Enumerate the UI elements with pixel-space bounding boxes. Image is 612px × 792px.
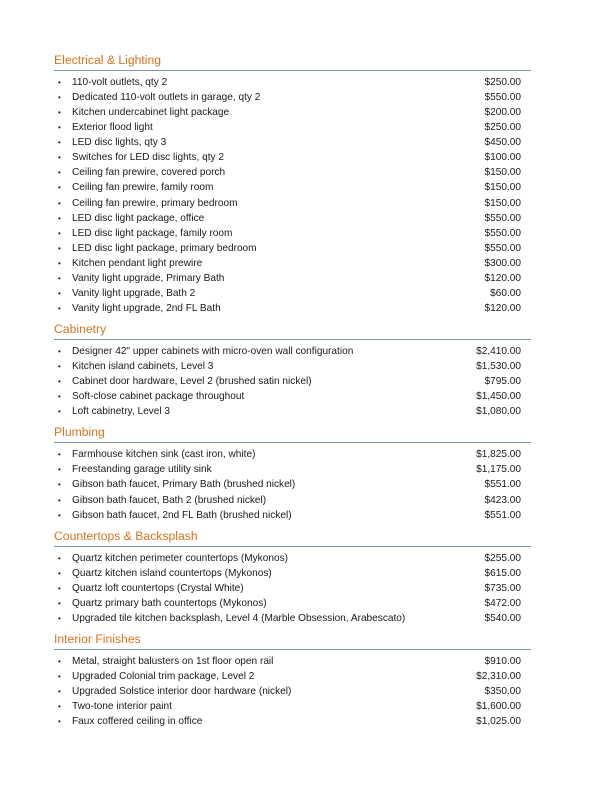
item-description: Gibson bath faucet, Bath 2 (brushed nickel) <box>72 494 267 506</box>
item-description: Vanity light upgrade, 2nd FL Bath <box>72 302 221 314</box>
item-price: $255.00 <box>484 552 521 564</box>
item-description: Metal, straight balusters on 1st floor open rail <box>72 655 274 667</box>
item-description: Gibson bath faucet, 2nd FL Bath (brushed nickel) <box>72 509 292 521</box>
item-description: Vanity light upgrade, Bath 2 <box>72 287 196 299</box>
section-title: Countertops & Backsplash <box>54 529 531 547</box>
item-price: $450.00 <box>484 137 521 149</box>
item-description: Kitchen island cabinets, Level 3 <box>72 361 214 373</box>
list-item <box>54 359 531 374</box>
item-price: $200.00 <box>484 107 521 119</box>
list-item <box>54 669 531 684</box>
list-item <box>54 301 531 316</box>
list-item <box>54 286 531 301</box>
list-item <box>54 211 531 226</box>
bullet-icon: • <box>58 153 61 163</box>
item-price: $2,410.00 <box>476 346 521 357</box>
item-price: $2,310.00 <box>476 671 521 682</box>
item-price: $615.00 <box>484 567 521 579</box>
list-item <box>54 374 531 389</box>
item-description: 110-volt outlets, qty 2 <box>72 77 168 88</box>
item-price: $551.00 <box>484 509 521 521</box>
bullet-icon: • <box>58 258 61 268</box>
section-title: Cabinetry <box>54 322 531 340</box>
item-description: LED disc light package, primary bedroom <box>72 242 257 254</box>
item-price: $550.00 <box>484 212 521 224</box>
bullet-icon: • <box>58 510 61 520</box>
bullet-icon: • <box>58 480 61 490</box>
item-price: $1,825.00 <box>476 449 521 461</box>
item-description: Farmhouse kitchen sink (cast iron, white) <box>72 449 256 461</box>
list-item <box>54 404 531 419</box>
item-description: Ceiling fan prewire, covered porch <box>72 167 226 179</box>
bullet-icon: • <box>58 613 61 623</box>
item-price: $1,175.00 <box>476 464 521 476</box>
item-price: $120.00 <box>484 302 521 314</box>
item-description: Quartz primary bath countertops (Mykonos) <box>72 597 267 609</box>
bullet-icon: • <box>58 656 61 666</box>
item-price: $551.00 <box>484 479 521 491</box>
bullet-icon: • <box>58 93 61 103</box>
item-price: $120.00 <box>484 272 521 284</box>
item-description: Quartz kitchen perimeter countertops (Mykonos) <box>72 552 288 564</box>
item-description: Upgraded tile kitchen backsplash, Level 4 (Marble Obsession, Arabescato) <box>72 612 406 624</box>
item-price: $1,600.00 <box>476 701 521 713</box>
item-description: Vanity light upgrade, Primary Bath <box>72 272 225 284</box>
section <box>54 529 531 626</box>
bullet-icon: • <box>58 243 61 253</box>
list-item <box>54 566 531 581</box>
list-item <box>54 196 531 211</box>
list-item <box>54 165 531 180</box>
item-price: $1,025.00 <box>476 716 521 728</box>
item-price: $540.00 <box>484 612 521 624</box>
item-description: Two-tone interior paint <box>72 701 172 713</box>
item-price: $150.00 <box>484 197 521 209</box>
bullet-icon: • <box>58 288 61 298</box>
bullet-icon: • <box>58 407 61 417</box>
item-description: Ceiling fan prewire, primary bedroom <box>72 197 238 209</box>
item-list <box>54 447 531 522</box>
options-list <box>54 53 531 735</box>
item-price: $550.00 <box>484 227 521 239</box>
item-price: $1,080.00 <box>476 406 521 418</box>
bullet-icon: • <box>58 78 61 87</box>
item-description: Designer 42" upper cabinets with micro-oven wall configuration <box>72 346 354 357</box>
list-item <box>54 135 531 150</box>
list-item <box>54 120 531 135</box>
bullet-icon: • <box>58 198 61 208</box>
item-price: $910.00 <box>484 655 521 667</box>
item-price: $550.00 <box>484 92 521 104</box>
bullet-icon: • <box>58 183 61 193</box>
list-item <box>54 477 531 492</box>
bullet-icon: • <box>58 465 61 475</box>
bullet-icon: • <box>58 362 61 372</box>
item-description: Faux coffered ceiling in office <box>72 716 203 728</box>
item-list <box>54 551 531 626</box>
list-item <box>54 611 531 626</box>
list-item <box>54 105 531 120</box>
bullet-icon: • <box>58 598 61 608</box>
bullet-icon: • <box>58 568 61 578</box>
item-description: Switches for LED disc lights, qty 2 <box>72 152 225 164</box>
item-description: Soft-close cabinet package throughout <box>72 391 245 403</box>
bullet-icon: • <box>58 108 61 118</box>
list-item <box>54 180 531 195</box>
list-item <box>54 684 531 699</box>
section-title: Electrical & Lighting <box>54 53 531 71</box>
bullet-icon: • <box>58 392 61 402</box>
item-price: $100.00 <box>484 152 521 164</box>
bullet-icon: • <box>58 495 61 505</box>
bullet-icon: • <box>58 213 61 223</box>
item-price: $350.00 <box>484 686 521 698</box>
section <box>54 322 531 419</box>
list-item <box>54 493 531 508</box>
list-item <box>54 462 531 477</box>
bullet-icon: • <box>58 273 61 283</box>
item-price: $423.00 <box>484 494 521 506</box>
item-description: LED disc light package, office <box>72 212 205 224</box>
item-price: $472.00 <box>484 597 521 609</box>
section-title: Plumbing <box>54 425 531 443</box>
bullet-icon: • <box>58 583 61 593</box>
item-description: Upgraded Colonial trim package, Level 2 <box>72 671 255 682</box>
list-item <box>54 226 531 241</box>
list-item <box>54 150 531 165</box>
item-list <box>54 654 531 729</box>
bullet-icon: • <box>58 347 61 356</box>
bullet-icon: • <box>58 553 61 563</box>
item-price: $150.00 <box>484 182 521 194</box>
list-item <box>54 389 531 404</box>
bullet-icon: • <box>58 702 61 712</box>
list-item <box>54 344 531 359</box>
list-item <box>54 256 531 271</box>
item-description: Quartz kitchen island countertops (Mykonos) <box>72 567 272 579</box>
item-price: $735.00 <box>484 582 521 594</box>
bullet-icon: • <box>58 123 61 133</box>
list-item <box>54 596 531 611</box>
item-description: Exterior flood light <box>72 122 153 134</box>
bullet-icon: • <box>58 168 61 178</box>
bullet-icon: • <box>58 138 61 148</box>
item-description: Kitchen pendant light prewire <box>72 257 203 269</box>
item-price: $300.00 <box>484 257 521 269</box>
item-description: Dedicated 110-volt outlets in garage, qty 2 <box>72 92 261 104</box>
list-item <box>54 714 531 729</box>
list-item <box>54 581 531 596</box>
section <box>54 632 531 729</box>
section <box>54 425 531 522</box>
item-description: LED disc light package, family room <box>72 227 233 239</box>
item-list <box>54 75 531 316</box>
list-item <box>54 508 531 523</box>
bullet-icon: • <box>58 672 61 681</box>
item-price: $150.00 <box>484 167 521 179</box>
item-description: Ceiling fan prewire, family room <box>72 182 214 194</box>
item-price: $1,530.00 <box>476 361 521 373</box>
item-description: Kitchen undercabinet light package <box>72 107 230 119</box>
item-description: Freestanding garage utility sink <box>72 464 212 476</box>
item-description: LED disc lights, qty 3 <box>72 137 167 149</box>
list-item <box>54 271 531 286</box>
section-title: Interior Finishes <box>54 632 531 650</box>
bullet-icon: • <box>58 717 61 727</box>
bullet-icon: • <box>58 377 61 387</box>
bullet-icon: • <box>58 303 61 313</box>
list-item <box>54 75 531 90</box>
list-item <box>54 447 531 462</box>
list-item <box>54 241 531 256</box>
item-list <box>54 344 531 419</box>
item-price: $250.00 <box>484 122 521 134</box>
item-description: Cabinet door hardware, Level 2 (brushed satin nickel) <box>72 376 312 388</box>
list-item <box>54 699 531 714</box>
list-item <box>54 551 531 566</box>
section <box>54 53 531 316</box>
list-item <box>54 90 531 105</box>
item-description: Upgraded Solstice interior door hardware (nickel) <box>72 686 292 698</box>
item-description: Gibson bath faucet, Primary Bath (brushed nickel) <box>72 479 296 491</box>
item-description: Loft cabinetry, Level 3 <box>72 406 171 418</box>
bullet-icon: • <box>58 687 61 697</box>
item-price: $795.00 <box>484 376 521 388</box>
bullet-icon: • <box>58 228 61 238</box>
bullet-icon: • <box>58 450 61 460</box>
item-price: $1,450.00 <box>476 391 521 403</box>
item-price: $550.00 <box>484 242 521 254</box>
item-price: $250.00 <box>484 77 521 88</box>
item-description: Quartz loft countertops (Crystal White) <box>72 582 244 594</box>
item-price: $60.00 <box>490 287 521 299</box>
list-item <box>54 654 531 669</box>
